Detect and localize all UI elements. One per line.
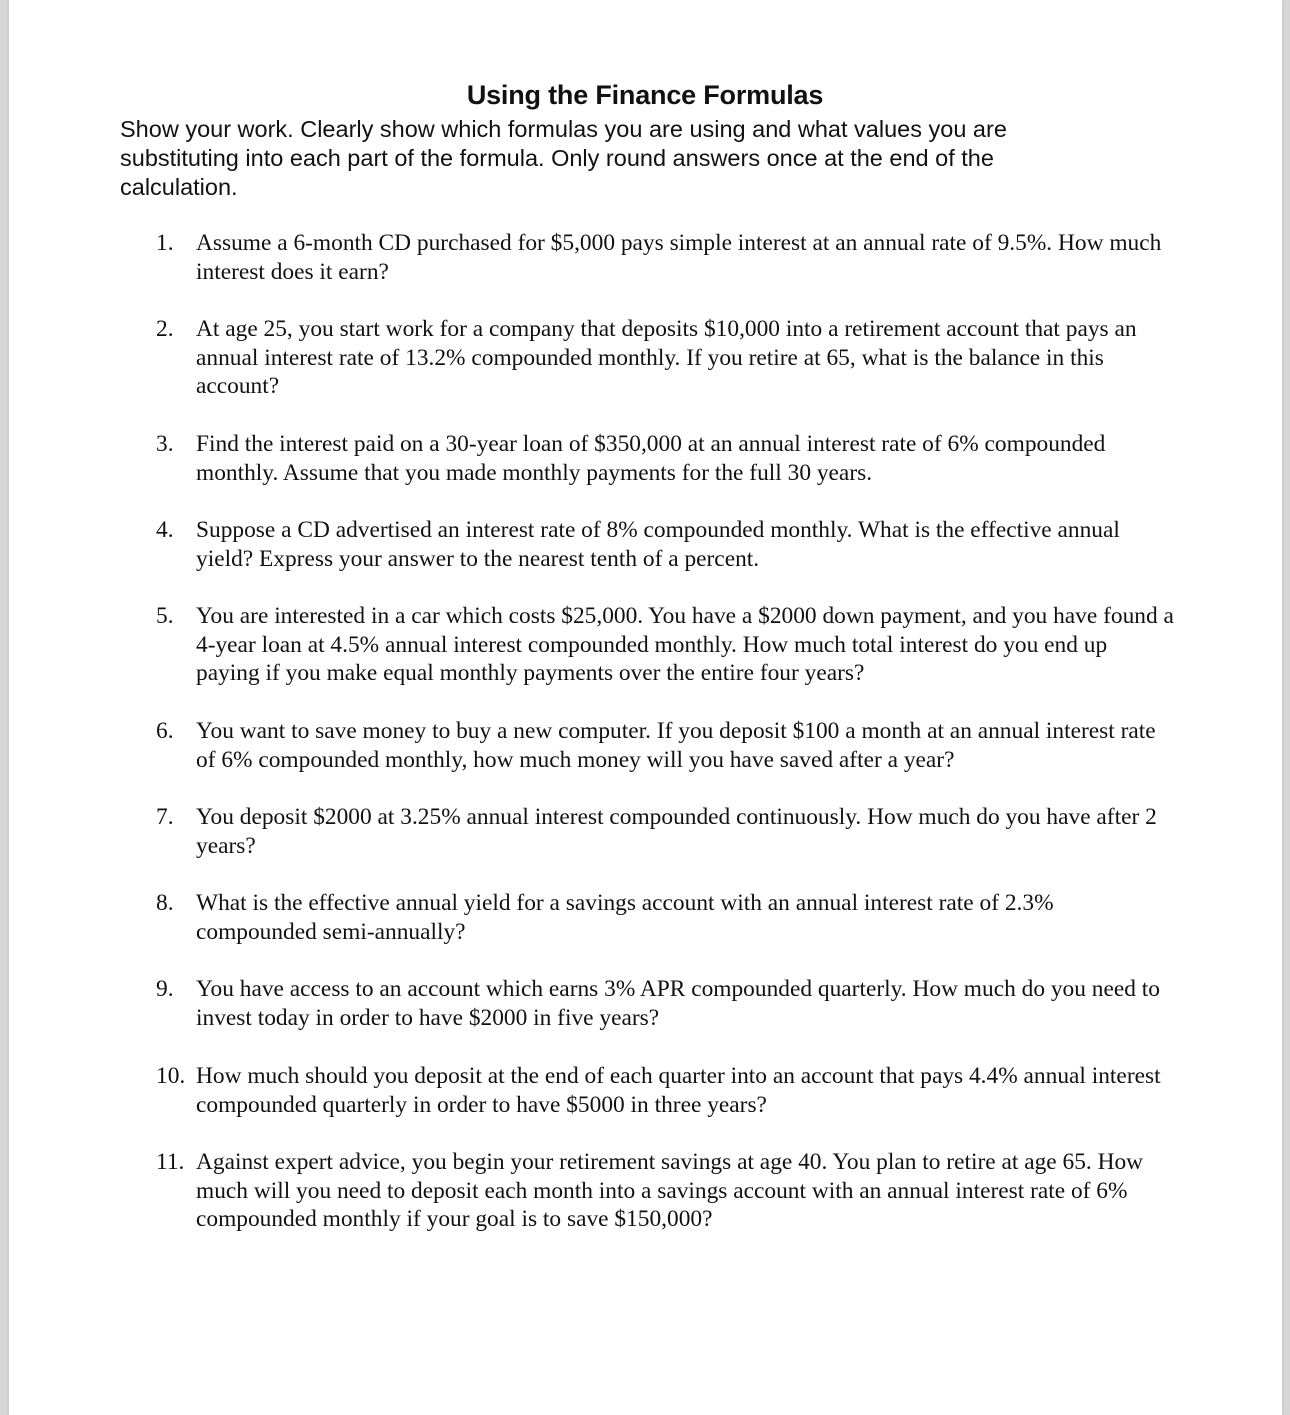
question-number: 6. [156,718,174,744]
question-number: 1. [156,230,174,256]
question-text: What is the effective annual yield for a savings account with an annual interest rate of 2.3% compounded semi-annually? [196,890,1054,945]
question-item [156,229,1176,286]
page-title: Using the Finance Formulas [466,80,824,110]
question-item [156,803,1176,860]
question-text: Against expert advice, you begin your retirement savings at age 40. You plan to retire at age 65. How much will you need to deposit each month into a savings account with an annual interest rate of 6% compounded monthly if your goal is to save $150,000? [196,1149,1144,1233]
question-item [156,516,1176,573]
question-number: 8. [156,890,174,916]
question-text: Find the interest paid on a 30-year loan of $350,000 at an annual interest rate of 6% compounded monthly. Assume that you made monthly payments for the full 30 years. [196,431,1106,486]
question-item [156,315,1176,401]
question-item [156,889,1176,946]
question-number: 4. [156,517,174,543]
question-number: 5. [156,603,174,629]
question-text: At age 25, you start work for a company that deposits $10,000 into a retirement account that pays an annual interest rate of 13.2% compounded monthly. If you retire at 65, what is the balance in this account? [196,316,1137,400]
question-text: You want to save money to buy a new computer. If you deposit $100 a month at an annual interest rate of 6% compounded monthly, how much money will you have saved after a year? [196,718,1156,773]
question-number: 3. [156,431,174,457]
question-item [156,602,1176,688]
question-number: 7. [156,804,174,830]
question-text: Suppose a CD advertised an interest rate of 8% compounded monthly. What is the effective annual yield? Express your answer to the nearest tenth of a percent. [196,517,1120,572]
question-item [156,975,1176,1032]
question-text: You have access to an account which earns 3% APR compounded quarterly. How much do you need to invest today in order to have $2000 in five years? [196,976,1160,1031]
question-item [156,1148,1176,1234]
question-item [156,717,1176,774]
question-item [156,1062,1176,1119]
question-text: How much should you deposit at the end of each quarter into an account that pays 4.4% annual interest compounded quarterly in order to have $5000 in three years? [196,1063,1161,1118]
question-number: 11. [156,1149,185,1175]
question-number: 10. [156,1063,186,1089]
question-number: 9. [156,976,174,1002]
question-number: 2. [156,316,174,342]
instructions-text: Show your work. Clearly show which formulas you are using and what values you are substituting into each part of the formula. Only round answers once at the end of the calculation. [120,116,1007,200]
question-item [156,430,1176,487]
question-text: You are interested in a car which costs $25,000. You have a $2000 down payment, and you have found a 4-year loan at 4.5% annual interest compounded monthly. How much total interest do you end up paying if you make equal monthly payments over the entire four years? [196,603,1174,687]
question-text: Assume a 6-month CD purchased for $5,000 pays simple interest at an annual rate of 9.5%. How much interest does it earn? [196,230,1162,285]
question-text: You deposit $2000 at 3.25% annual interest compounded continuously. How much do you have after 2 years? [196,804,1157,859]
